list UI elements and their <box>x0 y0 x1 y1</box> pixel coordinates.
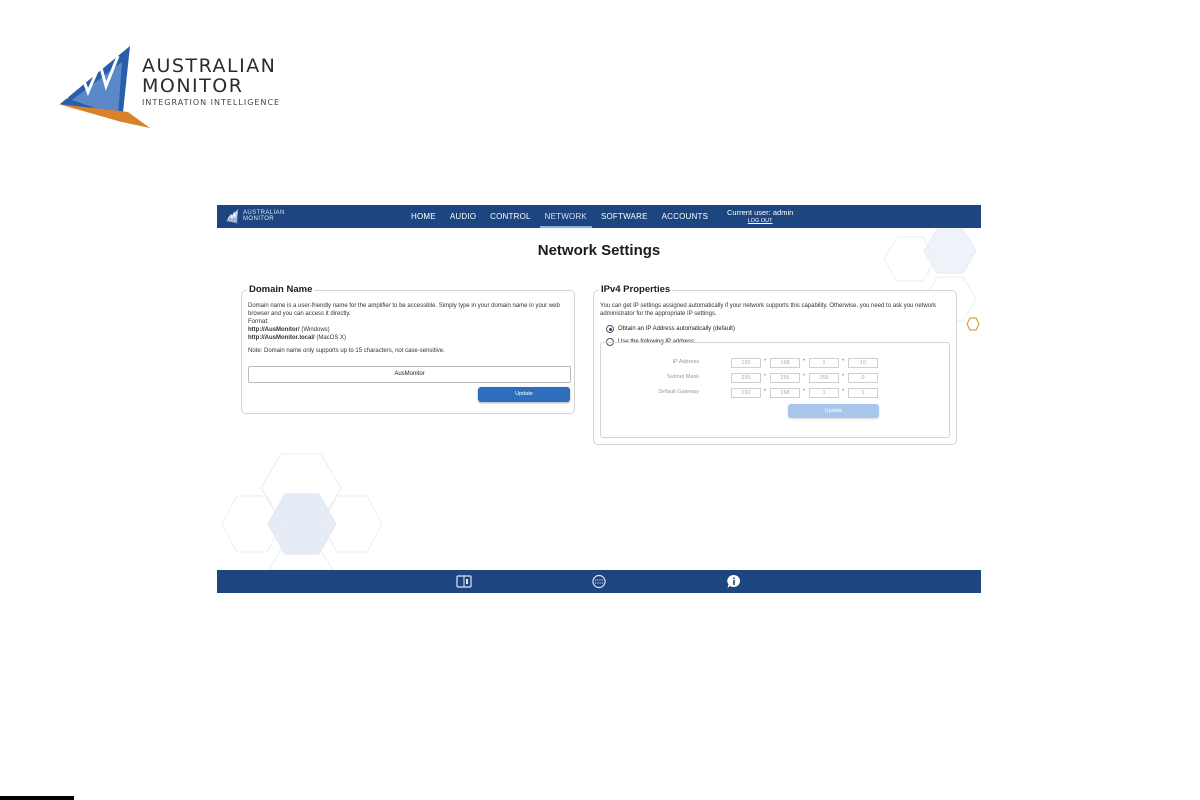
domain-name-title: Domain Name <box>249 284 313 295</box>
domain-format-label: Format: <box>248 319 269 325</box>
ipv4-properties-panel <box>593 284 957 445</box>
domain-note: Note: Domain name only supports up to 15 characters, not case-sensitive. <box>248 348 445 354</box>
ipv4-update-button[interactable]: Update <box>788 404 879 418</box>
default-gateway-label: Default Gateway <box>658 389 699 395</box>
hexagon-accent-icon <box>966 317 980 331</box>
domain-name-panel <box>241 284 575 414</box>
ip-octet-2[interactable]: 168 <box>770 358 800 368</box>
keyboard-icon[interactable] <box>591 574 607 589</box>
static-ip-box: IP Address 192 • 168 • 1 • 10 Subnet Mask 255 • 255 • 255 • 0 Default Gateway 192 • 168 • 1 • 1 Update <box>600 342 950 438</box>
mask-octet-2[interactable]: 255 <box>770 373 800 383</box>
domain-format-mac-note: (MacOS X) <box>314 335 347 341</box>
ip-address-label: IP Address <box>672 359 699 365</box>
nav-software[interactable]: SOFTWARE <box>600 212 648 221</box>
nav-audio[interactable]: AUDIO <box>449 212 477 221</box>
top-navigation-bar <box>217 205 981 228</box>
domain-description: Domain name is a user-friendly name for the amplifier to be accessible. Simply type in your domain name in your web browser and you can access it directly. <box>248 303 560 317</box>
logout-link[interactable]: LOG OUT <box>747 218 773 224</box>
ipv4-option-auto[interactable] <box>606 325 735 333</box>
ip-octet-1[interactable]: 192 <box>731 358 761 368</box>
domain-format-windows <box>248 326 568 334</box>
main-nav <box>404 205 715 228</box>
domain-format-windows-note: (Windows) <box>299 327 330 333</box>
corner-mark <box>0 796 74 800</box>
ip-octet-4[interactable]: 10 <box>848 358 878 368</box>
mini-logo-text: AUSTRALIAN MONITOR <box>243 210 285 222</box>
mini-logo-mark-icon <box>225 208 241 224</box>
nav-accounts[interactable]: ACCOUNTS <box>661 212 709 221</box>
current-user-label: Current user: admin <box>727 208 794 217</box>
user-info <box>727 208 793 224</box>
brand-name-line1: AUSTRALIAN <box>142 55 277 77</box>
domain-format-mac-url: http://AusMonitor.local/ <box>248 335 315 341</box>
ipv4-description: You can get IP settings assigned automatically if your network supports this capability. Otherwise, you need to ask you network administrator for the appropriate IP settings. <box>600 303 937 317</box>
domain-format-windows-url: http://AusMonitor/ <box>248 327 300 333</box>
ip-octet-3[interactable]: 1 <box>809 358 839 368</box>
brand-name-line2: MONITOR <box>142 75 244 97</box>
brand-logo <box>52 42 292 134</box>
ipv4-title: IPv4 Properties <box>601 284 671 295</box>
mini-logo <box>225 208 285 225</box>
ipv4-option-manual-label: Use the following IP address: <box>618 339 696 345</box>
domain-description-block <box>248 302 568 355</box>
device-web-ui <box>217 205 981 593</box>
domain-update-button[interactable]: Update <box>478 387 570 402</box>
mask-octet-4[interactable]: 0 <box>848 373 878 383</box>
nav-home[interactable]: HOME <box>411 212 436 221</box>
hexagon-pattern-decoration-bottom <box>219 452 384 570</box>
brand-tagline: INTEGRATION INTELLIGENCE <box>142 98 281 107</box>
footer-bar <box>217 570 981 593</box>
subnet-mask-label: Subnet Mask <box>666 374 699 380</box>
ipv4-option-auto-label: Obtain an IP Address automatically (default) <box>618 326 735 332</box>
domain-format-mac <box>248 334 568 342</box>
nav-control[interactable]: CONTROL <box>490 212 531 221</box>
mask-octet-3[interactable]: 255 <box>809 373 839 383</box>
gateway-octet-2[interactable]: 168 <box>770 388 800 398</box>
page-title: Network Settings <box>537 242 661 259</box>
info-chat-icon[interactable] <box>726 574 742 589</box>
manual-book-icon[interactable] <box>456 574 472 589</box>
brand-mark-icon <box>52 42 152 132</box>
ipv4-radio-auto[interactable] <box>606 325 614 333</box>
nav-network[interactable]: NETWORK <box>540 205 592 228</box>
gateway-octet-1[interactable]: 192 <box>731 388 761 398</box>
domain-name-input[interactable]: AusMonitor <box>248 366 571 383</box>
mask-octet-1[interactable]: 255 <box>731 373 761 383</box>
gateway-octet-4[interactable]: 1 <box>848 388 878 398</box>
gateway-octet-3[interactable]: 1 <box>809 388 839 398</box>
